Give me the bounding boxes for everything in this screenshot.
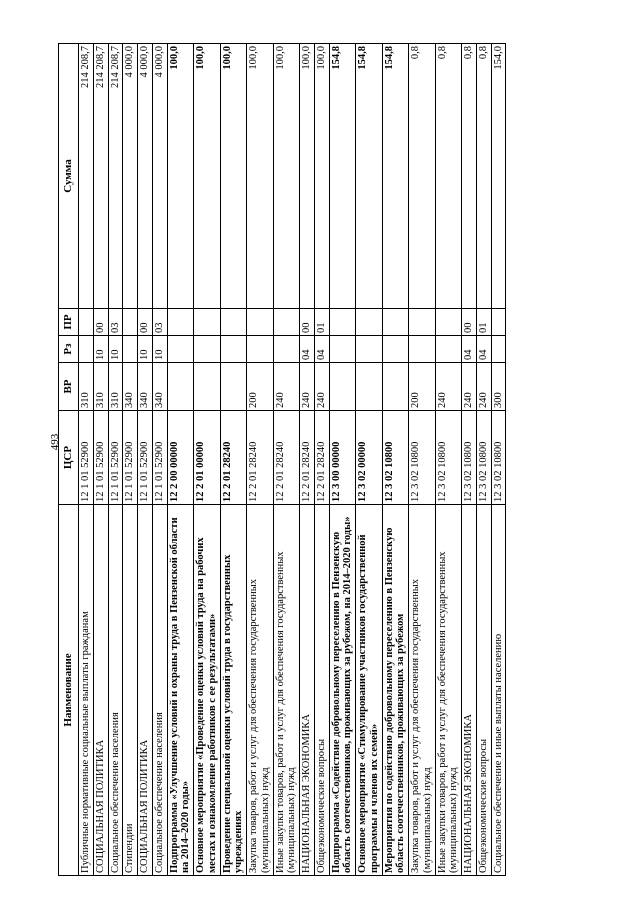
row-pr-cell: 03: [152, 309, 167, 336]
row-vr-cell: 310: [79, 363, 94, 411]
row-csr-cell: 12 1 01 52900: [93, 411, 108, 505]
table-row: [138, 44, 153, 876]
row-csr-cell: 12 3 02 10800: [409, 411, 436, 505]
row-pr-cell: [329, 309, 356, 336]
row-rz-cell: [79, 336, 94, 363]
row-csr-cell: 12 2 01 28240: [247, 411, 274, 505]
row-name-cell: Социальное обеспечение населения: [152, 505, 167, 876]
row-sum-cell: 0,8: [476, 44, 491, 309]
row-rz-cell: [123, 336, 138, 363]
row-name-cell: Закупка товаров, работ и услуг для обеспечения государственных (муниципальных) нужд: [409, 505, 436, 876]
rotated-page: [58, 44, 564, 876]
row-name-cell: Мероприятия по содействию добровольному переселению в Пензенскую область соотечественников, проживающих за рубежом: [382, 505, 409, 876]
row-rz-cell: 04: [300, 336, 315, 363]
row-sum-cell: 214 208,7: [93, 44, 108, 309]
row-vr-cell: [194, 363, 221, 411]
row-rz-cell: [435, 336, 462, 363]
row-pr-cell: [491, 309, 506, 336]
row-pr-cell: 00: [300, 309, 315, 336]
row-rz-cell: [491, 336, 506, 363]
row-name-cell: Стипендии: [123, 505, 138, 876]
row-rz-cell: 10: [108, 336, 123, 363]
row-name-cell: Социальное обеспечение населения: [108, 505, 123, 876]
row-pr-cell: [123, 309, 138, 336]
row-csr-cell: 12 2 01 00000: [194, 411, 221, 505]
row-vr-cell: [167, 363, 194, 411]
row-pr-cell: [220, 309, 247, 336]
row-sum-cell: 100,0: [194, 44, 221, 309]
row-csr-cell: 12 1 01 52900: [138, 411, 153, 505]
row-sum-cell: 4 000,0: [152, 44, 167, 309]
row-csr-cell: 12 1 01 52900: [79, 411, 94, 505]
page-number: 493: [49, 433, 61, 451]
row-vr-cell: 300: [491, 363, 506, 411]
row-pr-cell: [409, 309, 436, 336]
row-csr-cell: 12 3 02 10800: [462, 411, 477, 505]
row-sum-cell: 154,8: [356, 44, 383, 309]
row-pr-cell: 01: [314, 309, 329, 336]
row-csr-cell: 12 2 00 00000: [167, 411, 194, 505]
row-rz-cell: [409, 336, 436, 363]
table-row: [409, 44, 436, 876]
row-pr-cell: [194, 309, 221, 336]
table-row: [356, 44, 383, 876]
row-sum-cell: 100,0: [247, 44, 274, 309]
row-pr-cell: 00: [93, 309, 108, 336]
row-name-cell: Иные закупки товаров, работ и услуг для обеспечения государственных (муниципальных) нужд: [435, 505, 462, 876]
row-name-cell: Общеэкономические вопросы: [476, 505, 491, 876]
row-vr-cell: 340: [152, 363, 167, 411]
row-pr-cell: 00: [462, 309, 477, 336]
table-row: [491, 44, 506, 876]
row-rz-cell: 04: [476, 336, 491, 363]
row-vr-cell: 310: [108, 363, 123, 411]
row-pr-cell: [273, 309, 300, 336]
row-name-cell: Публичные нормативные социальные выплаты гражданам: [79, 505, 94, 876]
row-csr-cell: 12 3 02 00000: [356, 411, 383, 505]
row-csr-cell: 12 1 01 52900: [108, 411, 123, 505]
row-csr-cell: 12 2 01 28240: [273, 411, 300, 505]
row-name-cell: Проведение специальной оценки условий труда в государственных учреждениях: [220, 505, 247, 876]
row-rz-cell: [382, 336, 409, 363]
row-vr-cell: 240: [273, 363, 300, 411]
table-row: [93, 44, 108, 876]
row-csr-cell: 12 3 02 10800: [435, 411, 462, 505]
row-vr-cell: 200: [409, 363, 436, 411]
row-csr-cell: 12 3 02 10800: [382, 411, 409, 505]
row-vr-cell: [356, 363, 383, 411]
header-vr: ВР: [59, 363, 79, 411]
table-row: [108, 44, 123, 876]
row-sum-cell: 100,0: [273, 44, 300, 309]
row-vr-cell: 240: [314, 363, 329, 411]
row-name-cell: Социальное обеспечение и иные выплаты населению: [491, 505, 506, 876]
row-rz-cell: 10: [93, 336, 108, 363]
row-sum-cell: 214 208,7: [79, 44, 94, 309]
table-body: [79, 44, 506, 876]
row-pr-cell: [356, 309, 383, 336]
table-row: [152, 44, 167, 876]
row-rz-cell: [194, 336, 221, 363]
row-name-cell: Закупка товаров, работ и услуг для обеспечения государственных (муниципальных) нужд: [247, 505, 274, 876]
row-pr-cell: [247, 309, 274, 336]
table-row: [167, 44, 194, 876]
row-name-cell: Общеэкономические вопросы: [314, 505, 329, 876]
row-vr-cell: 240: [462, 363, 477, 411]
row-csr-cell: 12 2 01 28240: [300, 411, 315, 505]
row-pr-cell: 01: [476, 309, 491, 336]
table-row: [79, 44, 94, 876]
row-sum-cell: 4 000,0: [123, 44, 138, 309]
row-vr-cell: 240: [300, 363, 315, 411]
row-rz-cell: 04: [462, 336, 477, 363]
row-csr-cell: 12 1 01 52900: [123, 411, 138, 505]
row-vr-cell: 240: [476, 363, 491, 411]
row-sum-cell: 4 000,0: [138, 44, 153, 309]
row-name-cell: НАЦИОНАЛЬНАЯ ЭКОНОМИКА: [300, 505, 315, 876]
row-vr-cell: 200: [247, 363, 274, 411]
row-vr-cell: 310: [93, 363, 108, 411]
header-pr: ПР: [59, 309, 79, 336]
row-rz-cell: 10: [138, 336, 153, 363]
row-rz-cell: 10: [152, 336, 167, 363]
row-vr-cell: 340: [138, 363, 153, 411]
table-row: [382, 44, 409, 876]
row-rz-cell: [167, 336, 194, 363]
row-sum-cell: 154,8: [329, 44, 356, 309]
row-rz-cell: [247, 336, 274, 363]
row-rz-cell: [273, 336, 300, 363]
table-row: [194, 44, 221, 876]
table-row: [300, 44, 315, 876]
row-csr-cell: 12 3 02 10800: [476, 411, 491, 505]
table-row: [123, 44, 138, 876]
row-sum-cell: 0,8: [409, 44, 436, 309]
row-pr-cell: 00: [138, 309, 153, 336]
row-name-cell: Подпрограмма «Содействие добровольному переселению в Пензенскую область соотечественников, проживающих за рубежом, на 2014–2020 годы»: [329, 505, 356, 876]
row-pr-cell: [79, 309, 94, 336]
header-sum: Сумма: [59, 44, 79, 309]
row-pr-cell: [167, 309, 194, 336]
table-row: [314, 44, 329, 876]
row-vr-cell: 340: [123, 363, 138, 411]
row-sum-cell: 0,8: [462, 44, 477, 309]
row-sum-cell: 214 208,7: [108, 44, 123, 309]
budget-table: [58, 43, 506, 876]
row-sum-cell: 0,8: [435, 44, 462, 309]
table-row: [247, 44, 274, 876]
row-vr-cell: [220, 363, 247, 411]
row-name-cell: Основное мероприятие «Стимулирование участников государственной программы и членов их семей»: [356, 505, 383, 876]
row-vr-cell: 240: [435, 363, 462, 411]
header-rz: Рз: [59, 336, 79, 363]
table-row: [220, 44, 247, 876]
row-rz-cell: [356, 336, 383, 363]
row-name-cell: Иные закупки товаров, работ и услуг для обеспечения государственных (муниципальных) нужд: [273, 505, 300, 876]
row-name-cell: СОЦИАЛЬНАЯ ПОЛИТИКА: [138, 505, 153, 876]
row-csr-cell: 12 2 01 28240: [314, 411, 329, 505]
row-name-cell: СОЦИАЛЬНАЯ ПОЛИТИКА: [93, 505, 108, 876]
row-rz-cell: [220, 336, 247, 363]
header-name: Наименование: [59, 505, 79, 876]
row-sum-cell: 100,0: [314, 44, 329, 309]
row-sum-cell: 100,0: [167, 44, 194, 309]
row-name-cell: НАЦИОНАЛЬНАЯ ЭКОНОМИКА: [462, 505, 477, 876]
row-pr-cell: 03: [108, 309, 123, 336]
row-name-cell: Подпрограмма «Улучшение условий и охраны труда в Пензенской области на 2014–2020 годы»: [167, 505, 194, 876]
row-pr-cell: [435, 309, 462, 336]
table-header-row: [59, 44, 79, 876]
row-name-cell: Основное мероприятие «Проведение оценки условий труда на рабочих местах и ознакомление работников с ее результатами»: [194, 505, 221, 876]
row-csr-cell: 12 3 02 10800: [491, 411, 506, 505]
row-sum-cell: 100,0: [300, 44, 315, 309]
row-csr-cell: 12 2 01 28240: [220, 411, 247, 505]
row-vr-cell: [329, 363, 356, 411]
row-sum-cell: 100,0: [220, 44, 247, 309]
row-pr-cell: [382, 309, 409, 336]
row-rz-cell: 04: [314, 336, 329, 363]
row-csr-cell: 12 3 00 00000: [329, 411, 356, 505]
header-csr: ЦСР: [59, 411, 79, 505]
row-rz-cell: [329, 336, 356, 363]
row-vr-cell: [382, 363, 409, 411]
row-csr-cell: 12 1 01 52900: [152, 411, 167, 505]
row-sum-cell: 154,0: [491, 44, 506, 309]
table-row: [476, 44, 491, 876]
table-row: [435, 44, 462, 876]
table-row: [273, 44, 300, 876]
table-row: [462, 44, 477, 876]
table-row: [329, 44, 356, 876]
row-sum-cell: 154,8: [382, 44, 409, 309]
